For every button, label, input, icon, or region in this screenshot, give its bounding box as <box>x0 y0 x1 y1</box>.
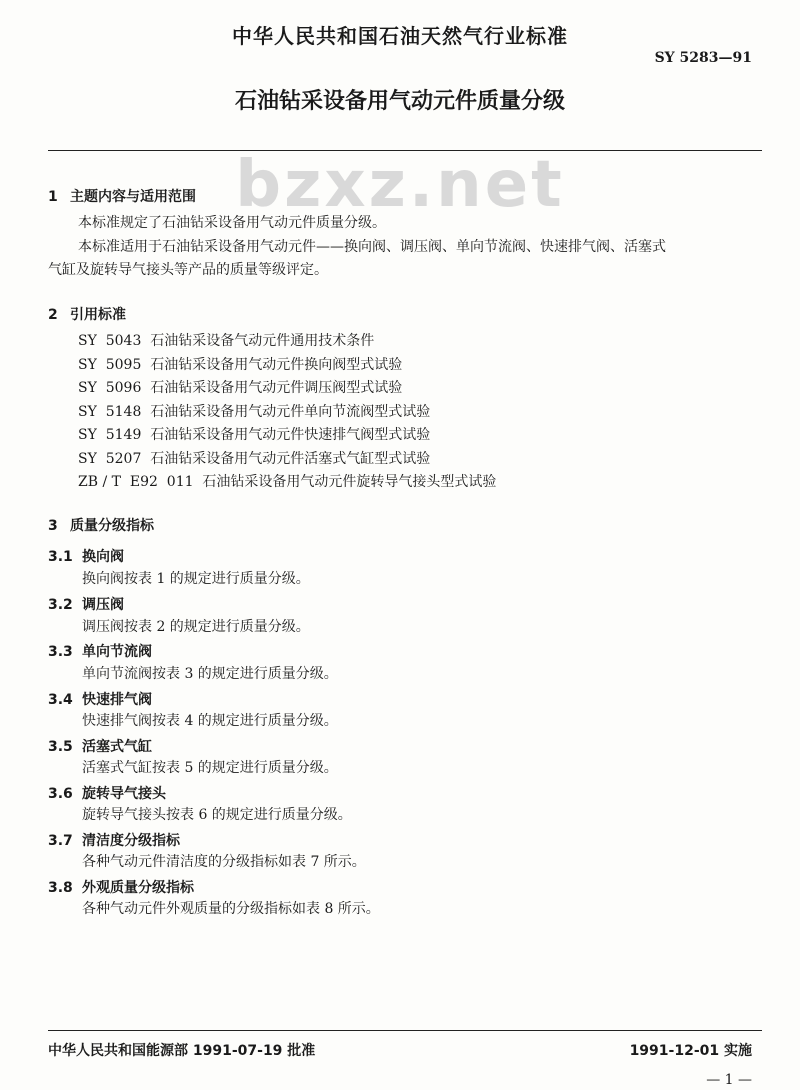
paragraph: 本标准适用于石油钻采设备用气动元件——换向阀、调压阀、单向节流阀、快速排气阀、活塞式 <box>78 239 666 255</box>
subsection-title: 快速排气阀 <box>82 692 152 708</box>
subsection-number: 3.1 <box>48 549 73 565</box>
page-number: — 1 — <box>706 1072 752 1088</box>
subsection-text: 单向节流阀按表 3 的规定进行质量分级。 <box>82 666 338 682</box>
subsection-text: 各种气动元件外观质量的分级指标如表 8 所示。 <box>82 901 380 917</box>
subsection-heading <box>48 736 152 756</box>
footer-rule <box>48 1030 762 1031</box>
section-2-heading <box>48 304 126 324</box>
subsection-heading <box>48 641 152 661</box>
subsection-number: 3.5 <box>48 739 73 755</box>
section-number: 1 <box>48 189 58 205</box>
subsection-text: 活塞式气缸按表 5 的规定进行质量分级。 <box>82 760 338 776</box>
subsection-heading <box>48 546 124 566</box>
standard-number: SY 5283—91 <box>654 50 752 66</box>
reference-item: SY 5149 石油钻采设备用气动元件快速排气阀型式试验 <box>78 427 431 443</box>
subsection-title: 外观质量分级指标 <box>82 880 194 896</box>
watermark: bzxz.net <box>235 148 565 222</box>
section-title: 主题内容与适用范围 <box>70 189 196 205</box>
subsection-heading <box>48 783 166 803</box>
section-3-heading <box>48 515 154 535</box>
subsection-number: 3.6 <box>48 786 73 802</box>
section-number: 3 <box>48 518 58 534</box>
subsection-title: 换向阀 <box>82 549 124 565</box>
subsection-text: 旋转导气接头按表 6 的规定进行质量分级。 <box>82 807 352 823</box>
subsection-title: 活塞式气缸 <box>82 739 152 755</box>
industry-standard-header: 中华人民共和国石油天然气行业标准 <box>232 24 568 48</box>
approval-line: 中华人民共和国能源部 1991-07-19 批准 <box>48 1043 316 1059</box>
subsection-heading <box>48 877 194 897</box>
subsection-title: 调压阀 <box>82 597 124 613</box>
subsection-title: 单向节流阀 <box>82 644 152 660</box>
effective-date: 1991-12-01 实施 <box>629 1043 752 1059</box>
subsection-heading <box>48 594 124 614</box>
subsection-text: 各种气动元件清洁度的分级指标如表 7 所示。 <box>82 854 366 870</box>
section-title: 质量分级指标 <box>70 518 154 534</box>
section-number: 2 <box>48 307 58 323</box>
reference-item: SY 5043 石油钻采设备气动元件通用技术条件 <box>78 333 375 349</box>
subsection-text: 快速排气阀按表 4 的规定进行质量分级。 <box>82 713 338 729</box>
section-title: 引用标准 <box>70 307 126 323</box>
subsection-number: 3.3 <box>48 644 73 660</box>
subsection-title: 旋转导气接头 <box>82 786 166 802</box>
paragraph: 本标准规定了石油钻采设备用气动元件质量分级。 <box>78 215 386 231</box>
reference-item: SY 5207 石油钻采设备用气动元件活塞式气缸型式试验 <box>78 451 431 467</box>
reference-item: SY 5148 石油钻采设备用气动元件单向节流阀型式试验 <box>78 404 431 420</box>
subsection-number: 3.4 <box>48 692 73 708</box>
subsection-number: 3.2 <box>48 597 73 613</box>
subsection-number: 3.8 <box>48 880 73 896</box>
subsection-number: 3.7 <box>48 833 73 849</box>
reference-item: SY 5096 石油钻采设备用气动元件调压阀型式试验 <box>78 380 403 396</box>
reference-item: ZB / T E92 011 石油钻采设备用气动元件旋转导气接头型式试验 <box>78 474 497 490</box>
subsection-heading <box>48 689 152 709</box>
reference-item: SY 5095 石油钻采设备用气动元件换向阀型式试验 <box>78 357 403 373</box>
subsection-title: 清洁度分级指标 <box>82 833 180 849</box>
subsection-text: 调压阀按表 2 的规定进行质量分级。 <box>82 619 310 635</box>
subsection-text: 换向阀按表 1 的规定进行质量分级。 <box>82 571 310 587</box>
document-title: 石油钻采设备用气动元件质量分级 <box>234 89 565 114</box>
paragraph-continuation: 气缸及旋转导气接头等产品的质量等级评定。 <box>48 262 328 278</box>
subsection-heading <box>48 830 180 850</box>
section-1-heading <box>48 186 196 206</box>
